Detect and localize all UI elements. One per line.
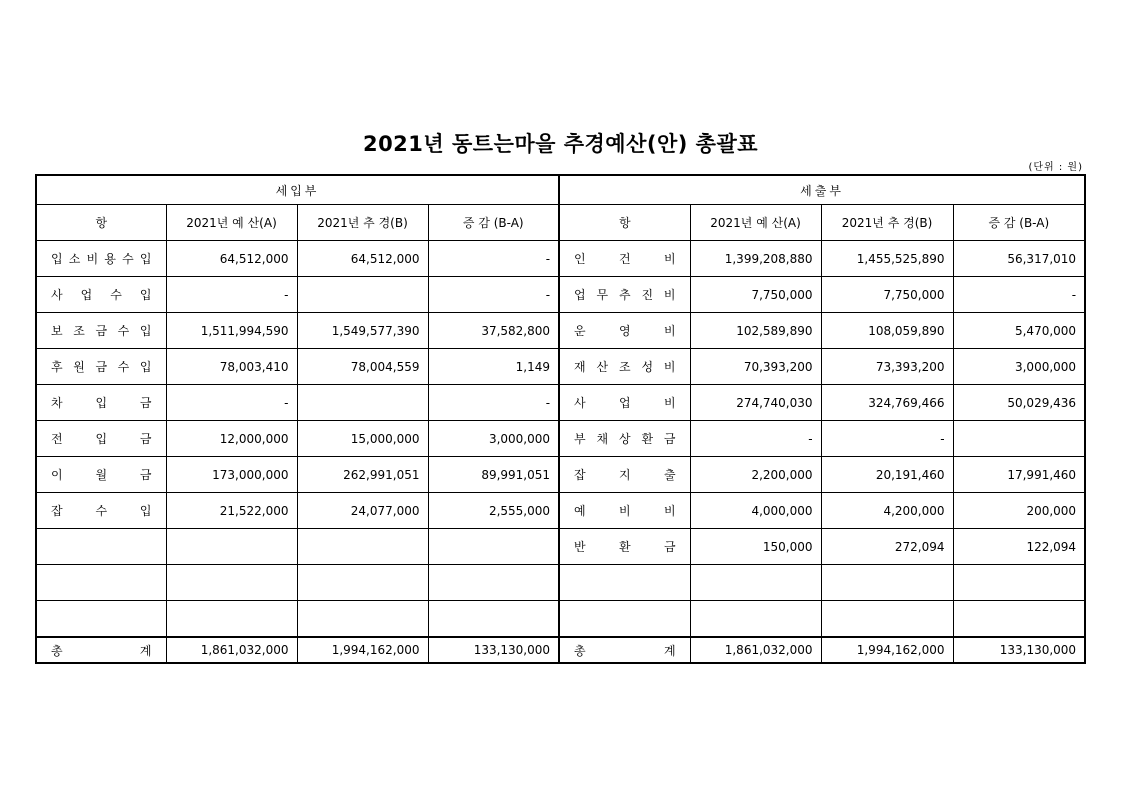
- expense-budget-cell: 2,200,000: [690, 457, 821, 493]
- revenue-change-cell: 3,000,000: [428, 421, 559, 457]
- table-body: [36, 241, 1085, 664]
- expense-supplementary-cell: 4,200,000: [821, 493, 953, 529]
- item-name: 사 업 수 입: [51, 288, 152, 302]
- item-name: 잡 수 입: [51, 504, 152, 518]
- item-name-cell: [559, 457, 690, 493]
- revenue-col-item: 항: [36, 205, 166, 241]
- item-name-cell: [559, 349, 690, 385]
- item-name-cell: [559, 493, 690, 529]
- revenue-change-cell: [428, 601, 559, 638]
- expense-budget-cell: [690, 601, 821, 638]
- revenue-budget-cell: 173,000,000: [166, 457, 297, 493]
- revenue-supplementary-cell: [297, 277, 428, 313]
- revenue-change-cell: 133,130,000: [428, 637, 559, 663]
- revenue-supplementary-cell: 262,991,051: [297, 457, 428, 493]
- revenue-budget-cell: -: [166, 385, 297, 421]
- expense-col-change: 증 감 (B-A): [953, 205, 1085, 241]
- table-row: [36, 385, 1085, 421]
- expense-change-cell: 3,000,000: [953, 349, 1085, 385]
- expense-supplementary-cell: 1,994,162,000: [821, 637, 953, 663]
- item-name: 보 조 금 수 입: [51, 324, 152, 338]
- page-title: 2021년 동트는마을 추경예산(안) 총괄표: [362, 132, 759, 156]
- table-row: [36, 241, 1085, 277]
- table-row: [36, 457, 1085, 493]
- expense-supplementary-cell: 1,455,525,890: [821, 241, 953, 277]
- expense-supplementary-cell: 108,059,890: [821, 313, 953, 349]
- item-name-cell: [559, 313, 690, 349]
- revenue-budget-cell: 12,000,000: [166, 421, 297, 457]
- revenue-budget-cell: [166, 601, 297, 638]
- item-name: 업 무 추 진 비: [574, 288, 676, 302]
- revenue-supplementary-cell: 15,000,000: [297, 421, 428, 457]
- expense-supplementary-cell: 324,769,466: [821, 385, 953, 421]
- expense-budget-cell: 102,589,890: [690, 313, 821, 349]
- expense-supplementary-cell: [821, 601, 953, 638]
- revenue-col-change: 증 감 (B-A): [428, 205, 559, 241]
- item-name-cell: [36, 313, 166, 349]
- expense-budget-cell: 150,000: [690, 529, 821, 565]
- expense-col-budget: 2021년 예 산(A): [690, 205, 821, 241]
- item-name-cell: [36, 601, 166, 638]
- item-name-cell: [36, 349, 166, 385]
- item-name-cell: [559, 241, 690, 277]
- revenue-change-cell: 89,991,051: [428, 457, 559, 493]
- revenue-change-cell: 2,555,000: [428, 493, 559, 529]
- expense-section-header: 세출부: [559, 175, 1085, 205]
- expense-change-cell: 133,130,000: [953, 637, 1085, 663]
- item-name-cell: [36, 385, 166, 421]
- item-name: 예 비 비: [574, 504, 676, 518]
- expense-change-cell: [953, 601, 1085, 638]
- item-name-cell: [559, 421, 690, 457]
- item-name-cell: [36, 493, 166, 529]
- total-row: [36, 637, 1085, 663]
- revenue-supplementary-cell: 78,004,559: [297, 349, 428, 385]
- revenue-supplementary-cell: 24,077,000: [297, 493, 428, 529]
- expense-change-cell: 50,029,436: [953, 385, 1085, 421]
- item-name-cell: [36, 529, 166, 565]
- item-name-cell: [559, 529, 690, 565]
- revenue-change-cell: -: [428, 277, 559, 313]
- item-name: 반 환 금: [574, 540, 676, 554]
- expense-budget-cell: 4,000,000: [690, 493, 821, 529]
- expense-change-cell: 17,991,460: [953, 457, 1085, 493]
- item-name-cell: [559, 637, 690, 663]
- item-name-cell: [559, 277, 690, 313]
- item-name-cell: [36, 421, 166, 457]
- table-row: [36, 349, 1085, 385]
- table-row: [36, 565, 1085, 601]
- expense-budget-cell: 70,393,200: [690, 349, 821, 385]
- revenue-supplementary-cell: 1,994,162,000: [297, 637, 428, 663]
- item-name: 총 계: [51, 643, 152, 658]
- expense-budget-cell: 1,861,032,000: [690, 637, 821, 663]
- item-name: 이 월 금: [51, 468, 152, 482]
- table-row: [36, 601, 1085, 638]
- unit-note: (단위 : 원): [1028, 162, 1083, 173]
- item-name-cell: [559, 385, 690, 421]
- item-name-cell: [36, 637, 166, 663]
- item-name-cell: [36, 241, 166, 277]
- revenue-change-cell: [428, 529, 559, 565]
- expense-supplementary-cell: [821, 565, 953, 601]
- expense-change-cell: 122,094: [953, 529, 1085, 565]
- item-name: 입 소 비 용 수 입: [51, 252, 152, 266]
- expense-change-cell: 56,317,010: [953, 241, 1085, 277]
- expense-change-cell: [953, 565, 1085, 601]
- revenue-supplementary-cell: [297, 529, 428, 565]
- expense-budget-cell: 274,740,030: [690, 385, 821, 421]
- revenue-budget-cell: 21,522,000: [166, 493, 297, 529]
- expense-change-cell: 200,000: [953, 493, 1085, 529]
- expense-budget-cell: -: [690, 421, 821, 457]
- column-header-row: [36, 205, 1085, 241]
- revenue-budget-cell: 64,512,000: [166, 241, 297, 277]
- revenue-budget-cell: [166, 565, 297, 601]
- revenue-supplementary-cell: [297, 601, 428, 638]
- revenue-supplementary-cell: [297, 565, 428, 601]
- revenue-change-cell: [428, 565, 559, 601]
- expense-supplementary-cell: -: [821, 421, 953, 457]
- item-name: 전 입 금: [51, 432, 152, 446]
- item-name: 재 산 조 성 비: [574, 360, 676, 374]
- revenue-budget-cell: 1,861,032,000: [166, 637, 297, 663]
- revenue-budget-cell: 78,003,410: [166, 349, 297, 385]
- expense-supplementary-cell: 20,191,460: [821, 457, 953, 493]
- expense-budget-cell: 1,399,208,880: [690, 241, 821, 277]
- revenue-budget-cell: 1,511,994,590: [166, 313, 297, 349]
- item-name: 차 입 금: [51, 396, 152, 410]
- expense-supplementary-cell: 73,393,200: [821, 349, 953, 385]
- revenue-change-cell: 1,149: [428, 349, 559, 385]
- revenue-col-budget: 2021년 예 산(A): [166, 205, 297, 241]
- revenue-budget-cell: [166, 529, 297, 565]
- expense-supplementary-cell: 7,750,000: [821, 277, 953, 313]
- item-name: 사 업 비: [574, 396, 676, 410]
- expense-change-cell: [953, 421, 1085, 457]
- expense-budget-cell: [690, 565, 821, 601]
- item-name: 잡 지 출: [574, 468, 676, 482]
- item-name-cell: [559, 601, 690, 638]
- revenue-section-header: 세입부: [36, 175, 559, 205]
- expense-supplementary-cell: 272,094: [821, 529, 953, 565]
- item-name: 후 원 금 수 입: [51, 360, 152, 374]
- budget-summary-table: [35, 174, 1086, 664]
- expense-change-cell: -: [953, 277, 1085, 313]
- table-row: [36, 277, 1085, 313]
- item-name-cell: [36, 277, 166, 313]
- revenue-col-supplementary: 2021년 추 경(B): [297, 205, 428, 241]
- revenue-change-cell: -: [428, 241, 559, 277]
- expense-change-cell: 5,470,000: [953, 313, 1085, 349]
- item-name-cell: [36, 565, 166, 601]
- revenue-supplementary-cell: 64,512,000: [297, 241, 428, 277]
- item-name-cell: [36, 457, 166, 493]
- revenue-supplementary-cell: 1,549,577,390: [297, 313, 428, 349]
- revenue-budget-cell: -: [166, 277, 297, 313]
- revenue-supplementary-cell: [297, 385, 428, 421]
- table-row: [36, 529, 1085, 565]
- section-header-row: [36, 175, 1085, 205]
- table-row: [36, 421, 1085, 457]
- revenue-change-cell: 37,582,800: [428, 313, 559, 349]
- expense-col-item: 항: [559, 205, 690, 241]
- item-name: 인 건 비: [574, 252, 676, 266]
- item-name: 총 계: [574, 643, 676, 658]
- table-row: [36, 493, 1085, 529]
- revenue-change-cell: -: [428, 385, 559, 421]
- item-name: 부 채 상 환 금: [574, 432, 676, 446]
- table-row: [36, 313, 1085, 349]
- expense-budget-cell: 7,750,000: [690, 277, 821, 313]
- expense-col-supplementary: 2021년 추 경(B): [821, 205, 953, 241]
- item-name: 운 영 비: [574, 324, 676, 338]
- item-name-cell: [559, 565, 690, 601]
